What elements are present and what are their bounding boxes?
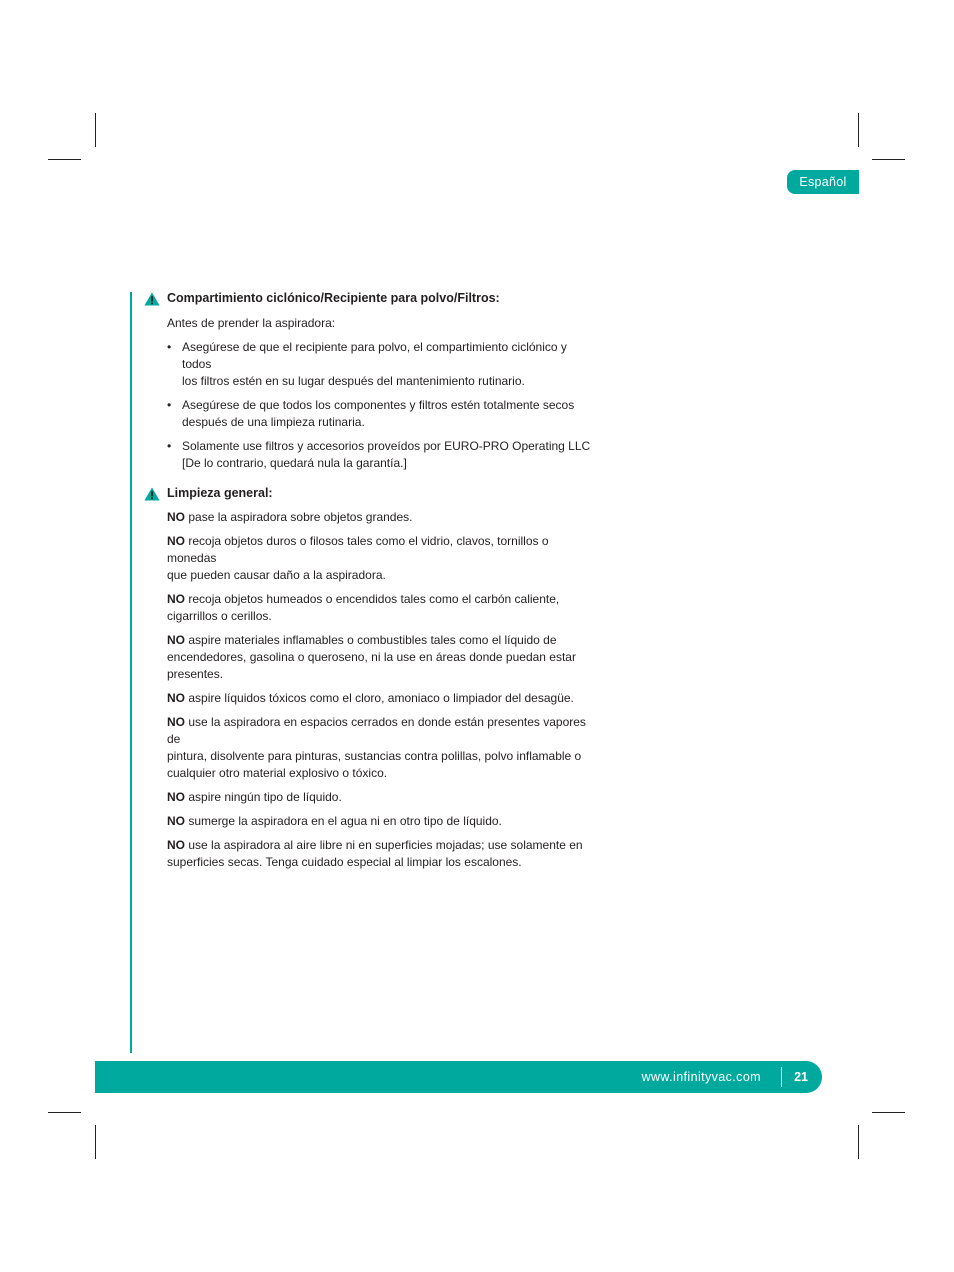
warning-paragraph	[144, 837, 594, 871]
no-label: NO	[167, 715, 185, 729]
paragraph-line: pase la aspiradora sobre objetos grandes.	[188, 510, 413, 524]
warning-paragraph	[144, 714, 594, 782]
side-rule	[130, 292, 132, 1053]
list-item-line: Asegúrese de que todos los componentes y filtros estén totalmente secos	[182, 398, 575, 412]
no-label: NO	[167, 534, 185, 548]
no-label: NO	[167, 838, 185, 852]
crop-mark	[872, 1112, 905, 1113]
list-item	[167, 397, 594, 431]
no-label: NO	[167, 691, 185, 705]
section-title: Compartimiento ciclónico/Recipiente para polvo/Filtros:	[167, 291, 500, 305]
page-number: 21	[794, 1070, 808, 1084]
crop-mark	[858, 113, 859, 147]
no-label: NO	[167, 790, 185, 804]
paragraph-line: aspire líquidos tóxicos como el cloro, amoniaco o limpiador del desagüe.	[188, 691, 574, 705]
paragraph-line: recoja objetos humeados o encendidos tales como el carbón caliente,	[188, 592, 560, 606]
section-intro: Antes de prender la aspiradora:	[167, 316, 336, 330]
section-heading-general-cleaning	[144, 485, 594, 502]
bullet-dot: •	[167, 439, 172, 453]
list-item-line: Solamente use filtros y accesorios proveídos por EURO-PRO Operating LLC	[182, 439, 591, 453]
list-item-line: Asegúrese de que el recipiente para polvo, el compartimiento ciclónico y todos	[182, 340, 567, 371]
footer-url: www.infinityvac.com	[641, 1070, 761, 1084]
paragraph-line: aspire materiales inflamables o combustibles tales como el líquido de	[188, 633, 557, 647]
warning-paragraph	[144, 591, 594, 625]
bullet-dot: •	[167, 340, 172, 354]
no-label: NO	[167, 814, 185, 828]
paragraph-line: cualquier otro material explosivo o tóxico.	[167, 766, 388, 780]
list-item-line: [De lo contrario, quedará nula la garantía.]	[182, 456, 407, 470]
warning-paragraph	[144, 789, 594, 806]
language-tab: Español	[787, 170, 859, 194]
paragraph-line: pintura, disolvente para pinturas, sustancias contra polillas, polvo inflamable o	[167, 749, 582, 763]
warning-triangle-icon	[144, 487, 160, 501]
list-item-line: después de una limpieza rutinaria.	[182, 415, 365, 429]
no-label: NO	[167, 592, 185, 606]
paragraph-line: aspire ningún tipo de líquido.	[188, 790, 342, 804]
paragraph-line: superficies secas. Tenga cuidado especial al limpiar los escalones.	[167, 855, 522, 869]
crop-mark	[48, 1112, 81, 1113]
no-label: NO	[167, 510, 185, 524]
footer-bar	[95, 1061, 822, 1093]
paragraph-line: use la aspiradora al aire libre ni en superficies mojadas; use solamente en	[188, 838, 583, 852]
crop-mark	[95, 113, 96, 147]
crop-mark	[48, 159, 81, 160]
list-item-line: los filtros estén en su lugar después del mantenimiento rutinario.	[182, 374, 525, 388]
paragraph-line: use la aspiradora en espacios cerrados en donde están presentes vapores de	[167, 715, 586, 746]
paragraph-line: presentes.	[167, 667, 224, 681]
list-item	[167, 438, 594, 472]
paragraph-line: sumerge la aspiradora en el agua ni en otro tipo de líquido.	[188, 814, 502, 828]
paragraph-line: recoja objetos duros o filosos tales como el vidrio, clavos, tornillos o monedas	[167, 534, 549, 565]
warning-paragraph	[144, 533, 594, 584]
warning-triangle-icon	[144, 292, 160, 306]
list-item	[167, 339, 594, 390]
bullet-dot: •	[167, 398, 172, 412]
crop-mark	[872, 159, 905, 160]
warning-paragraph	[144, 632, 594, 683]
no-label: NO	[167, 633, 185, 647]
crop-mark	[95, 1125, 96, 1159]
paragraph-line: encendedores, gasolina o queroseno, ni la use en áreas donde puedan estar	[167, 650, 576, 664]
warning-paragraph	[144, 690, 594, 707]
paragraph-line: que pueden causar daño a la aspiradora.	[167, 568, 386, 582]
section-heading-cyclonic	[144, 290, 594, 307]
warning-paragraph	[144, 509, 594, 526]
bullet-list	[144, 339, 594, 472]
warning-paragraph	[144, 813, 594, 830]
paragraph-line: cigarrillos o cerillos.	[167, 609, 272, 623]
page-content	[144, 290, 594, 871]
footer-divider	[781, 1067, 782, 1087]
section-title: Limpieza general:	[167, 486, 273, 500]
crop-mark	[858, 1125, 859, 1159]
